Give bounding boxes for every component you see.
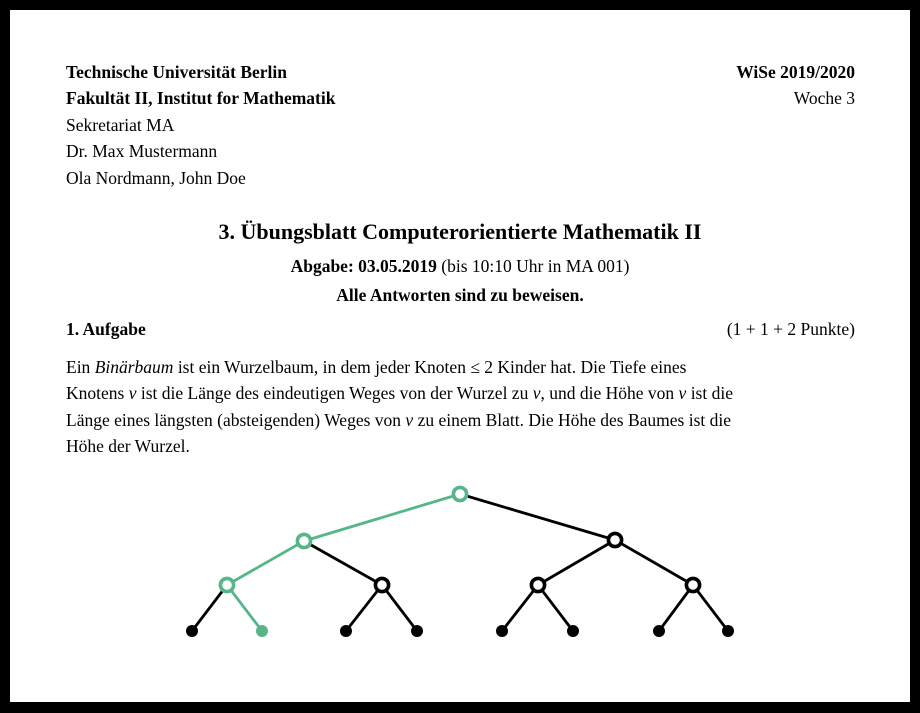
binary-tree-diagram xyxy=(150,478,790,653)
tree-edge-n2-n22 xyxy=(615,540,693,585)
tree-edge-n12-l4 xyxy=(382,585,417,631)
tree-node-root xyxy=(453,487,466,500)
task-heading-row xyxy=(66,316,855,342)
institution-line: Technische Universität Berlin xyxy=(66,62,288,82)
deadline-details: (bis 10:10 Uhr in MA 001) xyxy=(436,256,630,276)
week-line: Woche 3 xyxy=(793,88,855,109)
lecturer-line: Dr. Max Mustermann xyxy=(66,141,218,162)
task-points: (1 + 1 + 2 Punkte) xyxy=(726,319,855,339)
text-segment: zu einem Blatt. Die Höhe des Baumes ist die xyxy=(413,409,732,430)
tree-node-l4 xyxy=(411,625,423,637)
tree-edge-n11-l2 xyxy=(227,585,262,631)
tree-node-n2 xyxy=(608,533,621,546)
tree-node-n12 xyxy=(375,578,388,591)
tree-edge-n21-l5 xyxy=(502,585,538,631)
math-var: v xyxy=(128,383,137,404)
tree-edge-n22-l8 xyxy=(693,585,728,631)
tree-node-n11 xyxy=(220,578,233,591)
math-var: v xyxy=(678,383,687,404)
tree-edge-root-n1 xyxy=(304,494,460,541)
tree-node-l3 xyxy=(340,625,352,637)
task-description-line-2 xyxy=(66,380,855,406)
tree-node-n22 xyxy=(686,578,699,591)
text-segment: , und die Höhe von xyxy=(540,383,679,404)
text-segment: Knotens xyxy=(66,383,129,404)
task-description xyxy=(66,354,855,459)
text-segment: Ein xyxy=(66,357,95,377)
task-label: 1. Aufgabe xyxy=(66,319,146,339)
tree-edge-n22-l7 xyxy=(659,585,693,631)
text-segment: ist ein Wurzelbaum, in dem jeder Knoten ≤ 2 Kinder hat. Die Tiefe eines xyxy=(173,357,687,377)
tree-node-l2 xyxy=(256,625,268,637)
document-page xyxy=(10,10,910,702)
tree-node-n21 xyxy=(531,578,544,591)
sheet-title: 3. Übungsblatt Computerorientierte Mathematik II xyxy=(218,219,702,244)
tree-node-l1 xyxy=(186,625,198,637)
document-header xyxy=(66,59,855,191)
text-segment: ist die Länge des eindeutigen Weges von der Wurzel zu xyxy=(136,383,533,404)
proof-notice: Alle Antworten sind zu beweisen. xyxy=(336,285,584,305)
semester-line: WiSe 2019/2020 xyxy=(736,62,855,82)
tree-edge-n11-l1 xyxy=(192,585,227,631)
assistants-line: Ola Nordmann, John Doe xyxy=(66,167,246,188)
header-left-block xyxy=(66,59,335,191)
text-segment: Höhe der Wurzel. xyxy=(66,435,190,456)
tree-edge-root-n2 xyxy=(460,494,615,540)
tree-edge-n21-l6 xyxy=(538,585,573,631)
task-description-line-1 xyxy=(66,354,855,380)
tree-edge-n2-n21 xyxy=(538,540,615,585)
tree-node-l5 xyxy=(496,625,508,637)
math-var: v xyxy=(532,383,541,404)
text-segment: Länge eines längsten (absteigenden) Weges von xyxy=(66,409,406,430)
tree-edge-n12-l3 xyxy=(346,585,382,631)
italic-term: Binärbaum xyxy=(94,357,174,377)
secretariat-line: Sekretariat MA xyxy=(66,114,175,135)
task-description-line-4 xyxy=(66,433,855,459)
deadline-line xyxy=(10,253,910,279)
tree-node-l6 xyxy=(567,625,579,637)
tree-node-l8 xyxy=(722,625,734,637)
task-description-line-3 xyxy=(66,407,855,433)
tree-node-n1 xyxy=(297,534,310,547)
deadline-date: Abgabe: 03.05.2019 xyxy=(290,256,437,276)
tree-node-l7 xyxy=(653,625,665,637)
math-var: v xyxy=(405,409,414,430)
text-segment: ist die xyxy=(686,383,733,404)
tree-edge-n1-n11 xyxy=(227,541,304,585)
tree-edge-n1-n12 xyxy=(304,541,382,585)
header-right-block xyxy=(736,59,855,112)
faculty-line: Fakultät II, Institut for Mathematik xyxy=(66,88,336,109)
